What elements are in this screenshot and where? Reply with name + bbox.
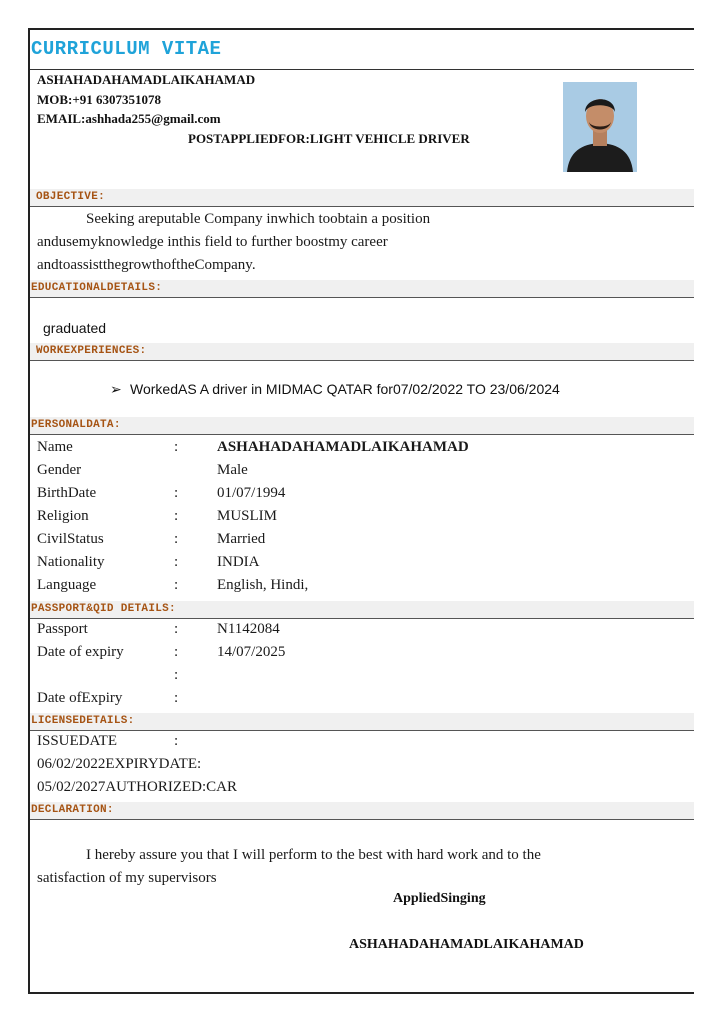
passport-row-label: Passport (37, 621, 88, 637)
personal-row-colon: : (174, 439, 179, 455)
personal-row-value: ASHAHADAHAMADLAIKAHAMAD (217, 439, 469, 455)
mobile-number: MOB:+91 6307351078 (37, 92, 162, 107)
passport-row-colon: : (174, 667, 179, 683)
declaration-heading-bar (30, 802, 694, 820)
work-bullet-icon: ➢ (110, 381, 122, 397)
personal-row-colon: : (174, 577, 179, 593)
personal-row-colon: : (174, 508, 179, 524)
personal-heading: PERSONALDATA: (31, 419, 121, 431)
signature-name: ASHAHADAHAMADLAIKAHAMAD (349, 937, 584, 952)
personal-row-label: BirthDate (37, 485, 97, 501)
declaration-line-1: I hereby assure you that I will perform to the best with hard work and to the (86, 847, 541, 863)
personal-row-value: English, Hindi, (217, 577, 309, 593)
profile-photo (563, 82, 637, 172)
work-heading: WORKEXPERIENCES: (36, 345, 147, 357)
license-issue-label: ISSUEDATE (37, 733, 118, 749)
objective-line-1: Seeking areputable Company inwhich toobtain a position (86, 211, 431, 227)
passport-heading: PASSPORT&QID DETAILS: (31, 603, 176, 615)
work-heading-bar (30, 343, 694, 361)
personal-row-value: 01/07/1994 (217, 485, 286, 501)
passport-row-colon: : (174, 621, 179, 637)
passport-row-value: N1142084 (217, 621, 280, 637)
license-authorized-line: 05/02/2027AUTHORIZED:CAR (37, 779, 237, 795)
personal-row-label: Nationality (37, 554, 105, 570)
objective-heading: OBJECTIVE: (36, 191, 106, 203)
personal-row-label: Language (37, 577, 97, 593)
education-heading: EDUCATIONALDETAILS: (31, 282, 163, 294)
title-divider (30, 69, 694, 70)
personal-heading-bar (30, 417, 694, 435)
passport-row-value: 14/07/2025 (217, 644, 286, 660)
passport-row-label: Date of expiry (37, 644, 124, 660)
education-text: graduated (43, 320, 107, 336)
personal-row-label: Religion (37, 508, 89, 524)
post-applied-for: POSTAPPLIEDFOR:LIGHT VEHICLE DRIVER (188, 131, 470, 146)
document-title: CURRICULUM VITAE (31, 38, 222, 60)
personal-row-value: Male (217, 462, 248, 478)
passport-row-label: Date ofExpiry (37, 690, 123, 706)
applicant-name: ASHAHADAHAMADLAIKAHAMAD (37, 72, 256, 87)
personal-row-value: INDIA (217, 554, 260, 570)
passport-row-colon: : (174, 644, 179, 660)
declaration-heading: DECLARATION: (31, 804, 114, 816)
personal-row-value: MUSLIM (217, 508, 278, 524)
personal-row-colon: : (174, 485, 179, 501)
email-address: EMAIL:ashhada255@gmail.com (37, 111, 221, 126)
objective-heading-bar (30, 189, 694, 207)
applied-signing-label: AppliedSinging (393, 891, 486, 906)
education-heading-bar (30, 280, 694, 298)
personal-row-colon: : (174, 531, 179, 547)
personal-row-label: Name (37, 439, 73, 455)
declaration-line-2: satisfaction of my supervisors (37, 870, 217, 886)
license-heading: LICENSEDETAILS: (31, 715, 135, 727)
personal-row-colon: : (174, 554, 179, 570)
passport-heading-bar (30, 601, 694, 619)
personal-row-value: Married (217, 531, 266, 547)
personal-row-label: CivilStatus (37, 531, 104, 547)
license-issue-colon: : (174, 733, 179, 749)
license-heading-bar (30, 713, 694, 731)
passport-row-colon: : (174, 690, 179, 706)
objective-line-3: andtoassistthegrowthoftheCompany. (37, 257, 256, 273)
license-dates-line: 06/02/2022EXPIRYDATE: (37, 756, 202, 772)
personal-row-label: Gender (37, 462, 82, 478)
objective-line-2: andusemyknowledge inthis field to further boostmy career (37, 234, 388, 250)
work-experience-item: WorkedAS A driver in MIDMAC QATAR for07/02/2022 TO 23/06/2024 (130, 381, 560, 397)
